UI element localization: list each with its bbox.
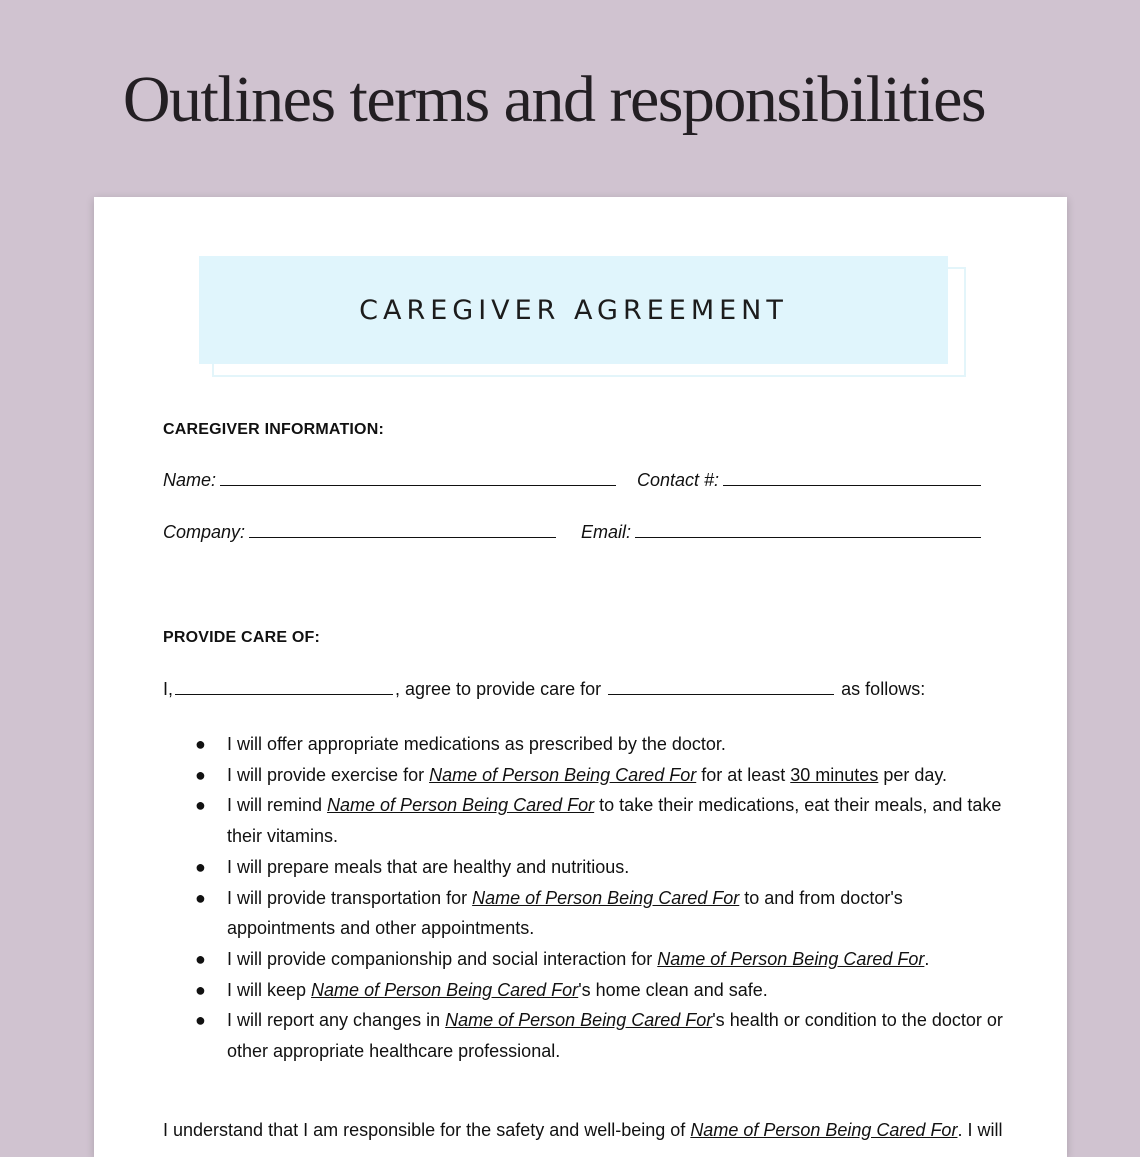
email-label: Email: [581,522,632,542]
duty-text: for at least [696,764,791,785]
duty-text: per day. [878,764,948,785]
bullet-icon: ● [195,887,206,908]
duty-text: I will provide exercise for [227,764,430,785]
caregiver-info-heading: CAREGIVER INFORMATION: [163,421,384,438]
name-label: Name: [163,470,217,490]
bullet-icon: ● [195,948,206,969]
person-placeholder: Name of Person Being Cared For [690,1120,958,1140]
agree-end: as follows: [841,679,926,699]
person-placeholder: Name of Person Being Cared For [657,948,925,969]
agree-i: I, [163,679,174,699]
closing-text: . I will [957,1120,1003,1140]
caregiver-name-blank[interactable] [175,678,393,695]
duty-text: I will remind [227,795,328,816]
duty-text: to take their medications, eat their meals, and take their vitamins. [227,795,1002,847]
company-blank[interactable] [249,521,556,538]
duties-list [163,729,1003,1067]
duty-text: I will offer appropriate medications as prescribed by the doctor. [227,734,726,754]
list-item [163,760,1003,791]
document-title: CAREGIVER AGREEMENT [359,294,788,326]
list-item [163,852,1003,883]
company-field[interactable] [163,521,556,543]
duration-value: 30 minutes [790,764,879,785]
title-box [199,256,948,364]
bullet-icon: ● [195,1010,206,1031]
duty-text: 's health or condition to the doctor or other appropriate healthcare professional. [227,1010,1003,1062]
closing-text: I understand that I am responsible for the safety and well-being of [163,1120,691,1140]
person-placeholder: Name of Person Being Cared For [429,764,697,785]
list-item [163,883,1003,944]
person-placeholder: Name of Person Being Cared For [311,979,579,1000]
bullet-icon: ● [195,734,206,754]
person-placeholder: Name of Person Being Cared For [472,887,740,908]
agree-mid: , agree to provide care for [395,679,602,699]
list-item [163,975,1003,1006]
name-field[interactable] [163,469,616,491]
email-field[interactable] [581,521,981,543]
page-headline: Outlines terms and responsibilities [122,63,986,136]
provide-care-heading: PROVIDE CARE OF: [163,629,320,646]
email-blank[interactable] [635,521,981,538]
duty-text: I will prepare meals that are healthy and nutritious. [227,856,630,877]
list-item [163,944,1003,975]
bullet-icon: ● [195,979,206,1000]
list-item [163,790,1003,851]
duty-text: . [924,948,930,969]
agreement-statement [163,678,925,700]
list-item [163,729,1003,760]
bullet-icon: ● [195,856,206,877]
contact-field[interactable] [637,469,981,491]
duty-text: to and from doctor's appointments and other appointments. [227,887,903,939]
contact-label: Contact #: [637,470,720,490]
closing-statement [163,1120,1002,1141]
bullet-icon: ● [195,764,206,785]
document-page [94,197,1067,1157]
company-label: Company: [163,522,246,542]
duty-text: I will provide transportation for [227,887,473,908]
name-blank[interactable] [220,469,616,486]
duty-text: 's home clean and safe. [578,979,768,1000]
bullet-icon: ● [195,795,206,816]
duty-text: I will keep [227,979,312,1000]
list-item [163,1005,1003,1066]
contact-blank[interactable] [723,469,981,486]
recipient-name-blank[interactable] [608,678,834,695]
person-placeholder: Name of Person Being Cared For [445,1010,713,1031]
person-placeholder: Name of Person Being Cared For [327,795,595,816]
duty-text: I will report any changes in [227,1010,446,1031]
duty-text: I will provide companionship and social interaction for [227,948,658,969]
